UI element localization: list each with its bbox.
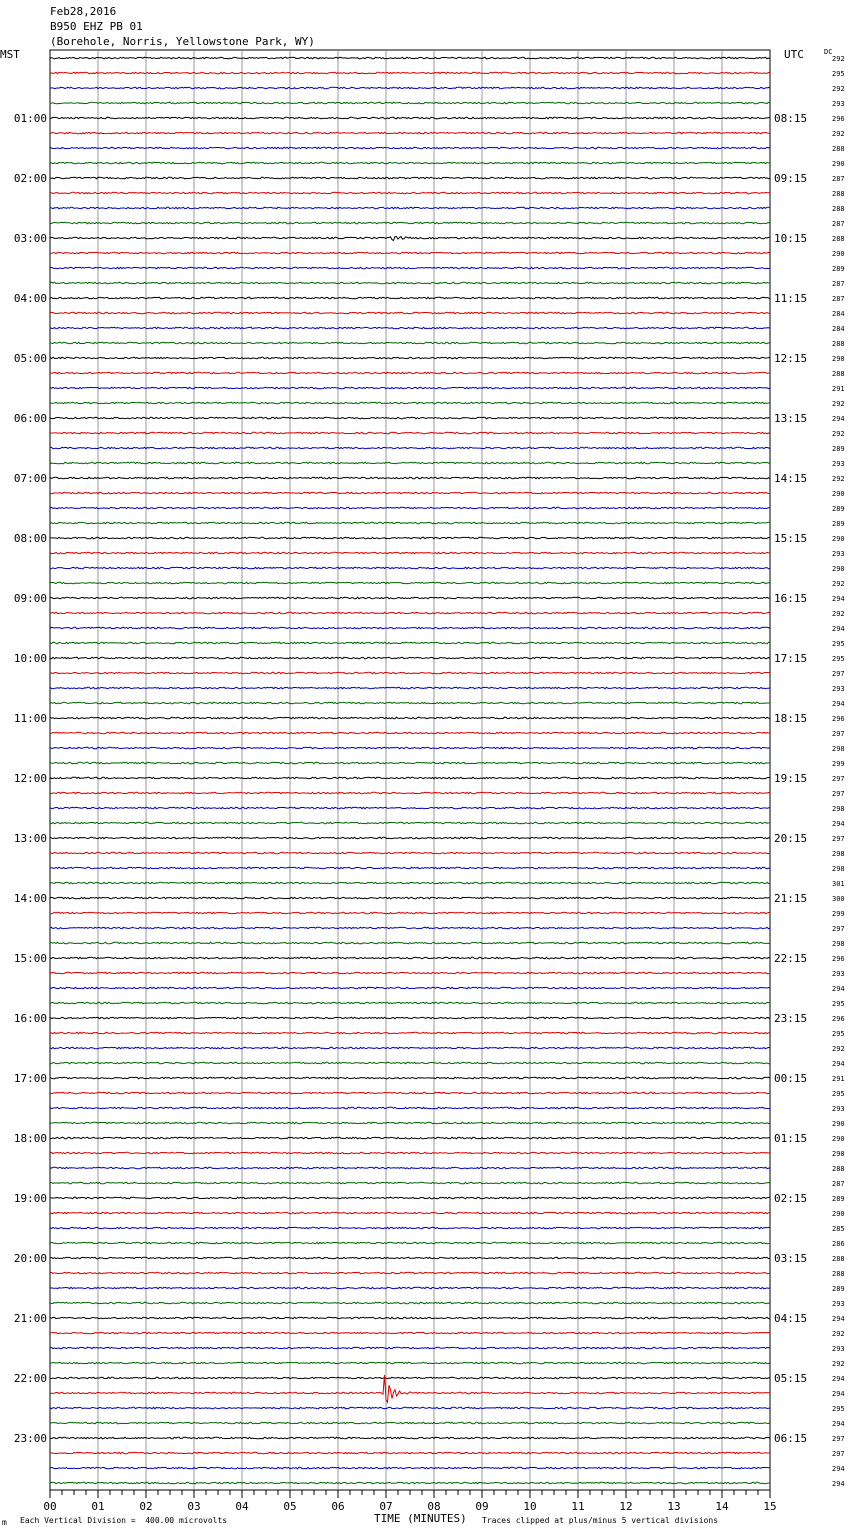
dc-offset-value: 288 (832, 190, 845, 198)
hour-label-local: 16:00 (13, 1012, 47, 1025)
trace-line (50, 1452, 770, 1454)
hour-label-utc: 09:15 (774, 172, 808, 185)
dc-offset-value: 295 (832, 1030, 845, 1038)
trace-line (50, 942, 770, 944)
trace-line (50, 972, 770, 974)
dc-offset-value: 298 (832, 940, 845, 948)
dc-offset-value: 290 (832, 535, 845, 543)
trace-line (50, 132, 770, 134)
trace-line (50, 507, 770, 509)
trace-line (50, 1287, 770, 1289)
dc-offset-value: 284 (832, 310, 845, 318)
dc-offset-value: 292 (832, 55, 845, 63)
hour-label-local: 09:00 (13, 592, 47, 605)
dc-offset-value: 294 (832, 415, 845, 423)
trace-line (50, 1375, 770, 1402)
hour-label-utc: 10:15 (774, 232, 808, 245)
dc-offset-value: 290 (832, 250, 845, 258)
hour-label-utc: 05:15 (774, 1372, 808, 1385)
dc-offset-value: 290 (832, 1135, 845, 1143)
hour-label-local: 03:00 (13, 232, 47, 245)
trace-line (50, 1167, 770, 1169)
trace-line (50, 1257, 770, 1259)
dc-offset-value: 292 (832, 130, 845, 138)
dc-offset-value: 292 (832, 475, 845, 483)
hour-label-local: 06:00 (13, 412, 47, 425)
dc-offset-value: 297 (832, 730, 845, 738)
header-location: (Borehole, Norris, Yellowstone Park, WY) (50, 35, 315, 48)
dc-offset-value: 290 (832, 565, 845, 573)
trace-line (50, 567, 770, 569)
dc-offset-value: 294 (832, 1060, 845, 1068)
trace-line (50, 537, 770, 539)
trace-line (50, 987, 770, 989)
x-tick-label: 01 (91, 1500, 105, 1513)
dc-offset-value: 294 (832, 1420, 845, 1428)
trace-line (50, 552, 770, 554)
trace-line (50, 222, 770, 224)
x-tick-label: 03 (187, 1500, 201, 1513)
dc-offset-value: 294 (832, 1390, 845, 1398)
dc-offset-value: 297 (832, 1435, 845, 1443)
dc-offset-value: 297 (832, 670, 845, 678)
dc-offset-value: 294 (832, 985, 845, 993)
dc-offset-value: 290 (832, 355, 845, 363)
x-tick-label: 13 (667, 1500, 681, 1513)
hour-label-local: 02:00 (13, 172, 47, 185)
x-tick-label: 04 (235, 1500, 249, 1513)
hour-label-utc: 23:15 (774, 1012, 808, 1025)
dc-offset-value: 288 (832, 340, 845, 348)
trace-line (50, 522, 770, 524)
hour-label-utc: 06:15 (774, 1432, 808, 1445)
trace-line (50, 72, 770, 74)
hour-label-utc: 17:15 (774, 652, 808, 665)
plot-frame (50, 50, 770, 1490)
hour-label-local: 17:00 (13, 1072, 47, 1085)
trace-line (50, 1017, 770, 1019)
dc-offset-value: 294 (832, 625, 845, 633)
dc-offset-value: 295 (832, 655, 845, 663)
dc-offset-value: 288 (832, 1270, 845, 1278)
hour-label-local: 07:00 (13, 472, 47, 485)
dc-offset-value: 295 (832, 640, 845, 648)
hour-label-utc: 03:15 (774, 1252, 808, 1265)
hour-label-local: 13:00 (13, 832, 47, 845)
trace-line (50, 1152, 770, 1154)
trace-line (50, 1197, 770, 1199)
trace-line (50, 582, 770, 584)
trace-line (50, 342, 770, 344)
x-tick-label: 08 (427, 1500, 441, 1513)
trace-line (50, 192, 770, 194)
dc-offset-value: 288 (832, 235, 845, 243)
dc-offset-value: 296 (832, 955, 845, 963)
trace-line (50, 897, 770, 899)
header-station: B950 EHZ PB 01 (50, 20, 143, 33)
trace-line (50, 1437, 770, 1439)
dc-offset-value: 298 (832, 865, 845, 873)
dc-offset-value: 299 (832, 910, 845, 918)
hour-label-utc: 11:15 (774, 292, 808, 305)
dc-offset-value: 295 (832, 1405, 845, 1413)
trace-line (50, 162, 770, 164)
dc-offset-value: 297 (832, 925, 845, 933)
trace-line (50, 417, 770, 419)
hour-label-utc: 13:15 (774, 412, 808, 425)
trace-line (50, 732, 770, 734)
hour-label-local: 21:00 (13, 1312, 47, 1325)
dc-offset-value: 288 (832, 1165, 845, 1173)
trace-line (50, 207, 770, 209)
hour-label-local: 08:00 (13, 532, 47, 545)
hour-label-local: 10:00 (13, 652, 47, 665)
trace-line (50, 642, 770, 644)
hour-label-utc: 14:15 (774, 472, 808, 485)
x-tick-label: 05 (283, 1500, 297, 1513)
dc-offset-value: 289 (832, 265, 845, 273)
dc-offset-value: 289 (832, 1285, 845, 1293)
trace-line (50, 1302, 770, 1304)
dc-offset-value: 289 (832, 505, 845, 513)
hour-label-local: 05:00 (13, 352, 47, 365)
trace-line (50, 402, 770, 404)
trace-line (50, 327, 770, 329)
dc-offset-value: 293 (832, 460, 845, 468)
hour-label-utc: 21:15 (774, 892, 808, 905)
dc-offset-value: 293 (832, 1105, 845, 1113)
trace-line (50, 807, 770, 809)
trace-line (50, 1182, 770, 1184)
dc-offset-value: 294 (832, 1480, 845, 1488)
dc-offset-value: 293 (832, 550, 845, 558)
trace-line (50, 1272, 770, 1274)
trace-line (50, 717, 770, 719)
trace-line (50, 1137, 770, 1139)
trace-line (50, 252, 770, 254)
trace-line (50, 912, 770, 914)
trace-line (50, 117, 770, 119)
dc-offset-value: 288 (832, 145, 845, 153)
dc-offset-value: 294 (832, 1315, 845, 1323)
hour-label-utc: 04:15 (774, 1312, 808, 1325)
timezone-local-label: MST (0, 48, 20, 61)
dc-offset-value: 295 (832, 70, 845, 78)
trace-line (50, 702, 770, 704)
dc-offset-value: 284 (832, 325, 845, 333)
hour-label-local: 12:00 (13, 772, 47, 785)
dc-offset-value: 292 (832, 580, 845, 588)
dc-offset-value: 293 (832, 100, 845, 108)
trace-line (50, 1362, 770, 1364)
hour-label-local: 19:00 (13, 1192, 47, 1205)
hour-label-local: 23:00 (13, 1432, 47, 1445)
hour-label-utc: 20:15 (774, 832, 808, 845)
trace-line (50, 1002, 770, 1004)
trace-line (50, 1122, 770, 1124)
hour-label-local: 18:00 (13, 1132, 47, 1145)
dc-offset-value: 295 (832, 1090, 845, 1098)
dc-offset-value: 287 (832, 220, 845, 228)
trace-line (50, 687, 770, 689)
dc-offset-value: 290 (832, 1150, 845, 1158)
x-tick-label: 10 (523, 1500, 537, 1513)
dc-offset-value: 298 (832, 805, 845, 813)
hour-label-utc: 15:15 (774, 532, 808, 545)
trace-line (50, 1467, 770, 1469)
trace-line (50, 1332, 770, 1334)
dc-offset-value: 288 (832, 1255, 845, 1263)
trace-line (50, 372, 770, 374)
x-tick-label: 00 (43, 1500, 57, 1513)
dc-offset-value: 289 (832, 520, 845, 528)
dc-offset-value: 285 (832, 1225, 845, 1233)
trace-line (50, 357, 770, 359)
trace-line (50, 762, 770, 764)
dc-offset-value: 287 (832, 1180, 845, 1188)
trace-line (50, 57, 770, 59)
dc-offset-value: 299 (832, 760, 845, 768)
dc-offset-value: 298 (832, 745, 845, 753)
trace-line (50, 387, 770, 389)
dc-offset-value: 290 (832, 490, 845, 498)
trace-line (50, 147, 770, 149)
hour-label-utc: 18:15 (774, 712, 808, 725)
trace-line (50, 1047, 770, 1049)
dc-offset-value: 288 (832, 370, 845, 378)
dc-offset-value: 291 (832, 385, 845, 393)
dc-offset-value: 301 (832, 880, 845, 888)
trace-line (50, 852, 770, 854)
dc-offset-label: DC (824, 48, 833, 56)
trace-line (50, 1407, 770, 1409)
trace-line (50, 297, 770, 299)
trace-line (50, 597, 770, 599)
dc-offset-value: 287 (832, 280, 845, 288)
trace-line (50, 282, 770, 284)
trace-line (50, 822, 770, 824)
trace-line (50, 1317, 770, 1319)
hour-label-utc: 22:15 (774, 952, 808, 965)
x-axis-title: TIME (MINUTES) (374, 1512, 467, 1525)
dc-offset-value: 292 (832, 85, 845, 93)
x-tick-label: 09 (475, 1500, 489, 1513)
trace-line (50, 777, 770, 779)
dc-offset-value: 293 (832, 970, 845, 978)
hour-label-utc: 00:15 (774, 1072, 808, 1085)
hour-label-utc: 16:15 (774, 592, 808, 605)
trace-line (50, 657, 770, 659)
trace-line (50, 1227, 770, 1229)
trace-line (50, 432, 770, 434)
hour-label-utc: 12:15 (774, 352, 808, 365)
timezone-utc-label: UTC (784, 48, 804, 61)
x-tick-label: 06 (331, 1500, 345, 1513)
trace-line (50, 1107, 770, 1109)
hour-label-utc: 01:15 (774, 1132, 808, 1145)
hour-label-utc: 02:15 (774, 1192, 808, 1205)
hour-label-local: 15:00 (13, 952, 47, 965)
trace-line (50, 1482, 770, 1484)
dc-offset-value: 294 (832, 820, 845, 828)
trace-line (50, 882, 770, 884)
dc-offset-value: 297 (832, 835, 845, 843)
x-tick-label: 12 (619, 1500, 633, 1513)
trace-line (50, 747, 770, 749)
dc-offset-value: 292 (832, 1360, 845, 1368)
x-tick-label: 15 (763, 1500, 777, 1513)
dc-offset-value: 295 (832, 1000, 845, 1008)
dc-offset-value: 294 (832, 1465, 845, 1473)
trace-line (50, 267, 770, 269)
hour-label-local: 20:00 (13, 1252, 47, 1265)
dc-offset-value: 287 (832, 295, 845, 303)
trace-line (50, 177, 770, 179)
dc-offset-value: 297 (832, 775, 845, 783)
hour-label-utc: 08:15 (774, 112, 808, 125)
x-tick-label: 14 (715, 1500, 729, 1513)
trace-line (50, 1242, 770, 1244)
dc-offset-value: 292 (832, 610, 845, 618)
trace-line (50, 672, 770, 674)
trace-line (50, 1032, 770, 1034)
dc-offset-value: 292 (832, 1045, 845, 1053)
hour-label-local: 04:00 (13, 292, 47, 305)
trace-line (50, 492, 770, 494)
trace-line (50, 447, 770, 449)
dc-offset-value: 288 (832, 205, 845, 213)
dc-offset-value: 292 (832, 1330, 845, 1338)
scale-note: Each Vertical Division = 400.00 microvolts (20, 1516, 228, 1525)
trace-line (50, 477, 770, 479)
dc-offset-value: 293 (832, 1300, 845, 1308)
hour-label-utc: 19:15 (774, 772, 808, 785)
dc-offset-value: 290 (832, 1210, 845, 1218)
dc-offset-value: 298 (832, 850, 845, 858)
dc-offset-value: 286 (832, 1240, 845, 1248)
trace-line (50, 867, 770, 869)
trace-line (50, 612, 770, 614)
dc-offset-value: 300 (832, 895, 845, 903)
trace-line (50, 627, 770, 629)
hour-label-local: 01:00 (13, 112, 47, 125)
dc-offset-value: 290 (832, 160, 845, 168)
x-tick-label: 11 (571, 1500, 585, 1513)
trace-line (50, 1347, 770, 1349)
dc-offset-value: 293 (832, 685, 845, 693)
dc-offset-value: 289 (832, 1195, 845, 1203)
dc-offset-value: 291 (832, 1075, 845, 1083)
trace-line (50, 462, 770, 464)
trace-line (50, 1077, 770, 1079)
dc-offset-value: 294 (832, 700, 845, 708)
dc-offset-value: 289 (832, 445, 845, 453)
dc-offset-value: 293 (832, 1345, 845, 1353)
trace-line (50, 1212, 770, 1214)
hour-label-local: 11:00 (13, 712, 47, 725)
corner-mark: m (2, 1518, 7, 1527)
trace-line (50, 87, 770, 89)
dc-offset-value: 296 (832, 115, 845, 123)
trace-line (50, 102, 770, 104)
trace-line (50, 236, 770, 240)
trace-line (50, 1092, 770, 1094)
dc-offset-value: 292 (832, 430, 845, 438)
dc-offset-value: 294 (832, 1375, 845, 1383)
x-tick-label: 07 (379, 1500, 393, 1513)
dc-offset-value: 290 (832, 1120, 845, 1128)
dc-offset-value: 296 (832, 715, 845, 723)
trace-line (50, 957, 770, 959)
trace-line (50, 1377, 770, 1379)
dc-offset-value: 294 (832, 595, 845, 603)
dc-offset-value: 292 (832, 400, 845, 408)
dc-offset-value: 296 (832, 1015, 845, 1023)
trace-line (50, 312, 770, 314)
trace-line (50, 792, 770, 794)
hour-label-local: 14:00 (13, 892, 47, 905)
dc-offset-value: 287 (832, 175, 845, 183)
hour-label-local: 22:00 (13, 1372, 47, 1385)
trace-line (50, 837, 770, 839)
dc-offset-value: 297 (832, 790, 845, 798)
dc-offset-value: 297 (832, 1450, 845, 1458)
x-tick-label: 02 (139, 1500, 153, 1513)
trace-line (50, 1062, 770, 1064)
header-date: Feb28,2016 (50, 5, 117, 18)
trace-line (50, 1422, 770, 1424)
trace-line (50, 927, 770, 929)
clip-note: Traces clipped at plus/minus 5 vertical divisions (482, 1516, 719, 1525)
